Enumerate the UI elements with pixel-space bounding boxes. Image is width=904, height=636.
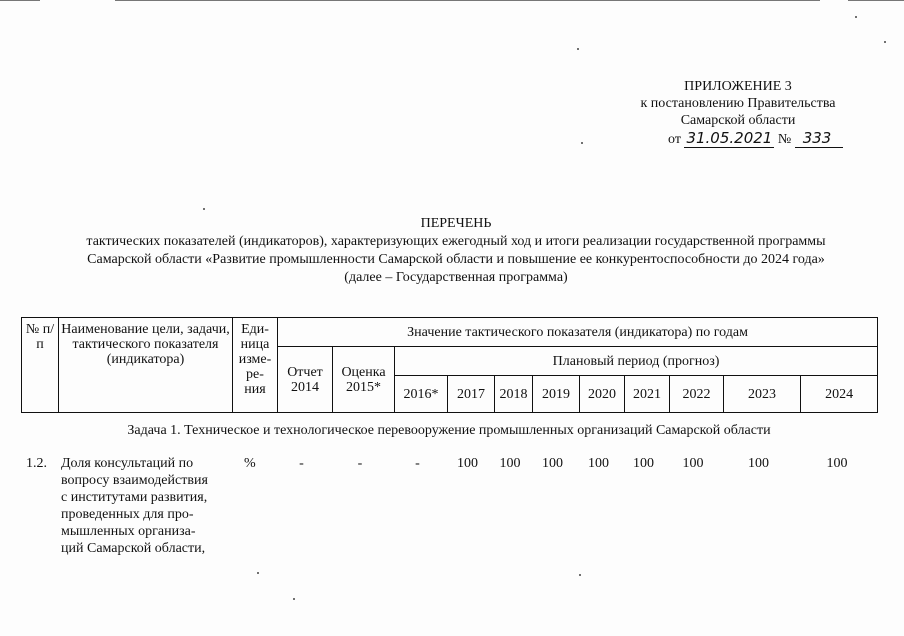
col-header-report-2014: Отчет 2014 — [278, 347, 333, 413]
year-header: 2016* — [395, 376, 448, 413]
value-2017: 100 — [457, 456, 478, 471]
col-header-number: № п/п — [22, 318, 59, 413]
year-header: 2018 — [495, 376, 533, 413]
unit-header-part: изме- — [238, 352, 272, 367]
col-header-estimate-2015: Оценка 2015* — [333, 347, 395, 413]
scan-edge-line — [115, 0, 820, 1]
number-prefix: № — [777, 132, 792, 147]
heading-line-3: (далее – Государственная программа) — [344, 270, 568, 285]
indicator-name-line: проведенных для про- — [61, 507, 194, 522]
unit-header-part: ния — [244, 382, 266, 397]
indicator-name — [61, 455, 226, 557]
value-2016: - — [415, 456, 420, 471]
value-2021: 100 — [633, 456, 654, 471]
indicator-name-line: Доля консультаций по — [61, 456, 194, 471]
row-number: 1.2. — [26, 456, 47, 471]
scan-speck — [581, 142, 583, 144]
appendix-line-2: Самарской области — [680, 113, 796, 128]
year-header: 2021 — [625, 376, 670, 413]
unit-value: % — [244, 456, 256, 471]
year-header: 2019 — [533, 376, 580, 413]
plan-period-header: Плановый период (прогноз) — [395, 347, 878, 376]
scan-speck — [203, 208, 205, 210]
heading-line-1: тактических показателей (индикаторов), характеризующих ежегодный ход и итоги реализации государственной программы — [86, 234, 826, 249]
unit-header-part: ре- — [246, 367, 264, 382]
scan-edge-line — [848, 0, 904, 1]
appendix-block — [600, 78, 876, 148]
unit-header-part: ница — [240, 337, 270, 352]
unit-header-part: Еди- — [241, 322, 269, 337]
value-2018: 100 — [499, 456, 521, 471]
col-header-name: Наименование цели, задачи, тактического показателя (индикатора) — [59, 318, 233, 413]
indicators-table-header — [21, 317, 878, 413]
scan-speck — [577, 48, 579, 50]
value-2019: 100 — [542, 456, 563, 471]
indicator-name-line: с институтами развития, — [61, 490, 208, 505]
document-heading — [20, 215, 892, 287]
value-2015: - — [357, 456, 363, 471]
col-header-unit — [233, 318, 278, 413]
year-header: 2017 — [448, 376, 495, 413]
scan-speck — [855, 16, 857, 18]
date-prefix: от — [668, 132, 681, 147]
appendix-line-1: к постановлению Правительства — [640, 96, 836, 111]
value-2020: 100 — [588, 456, 609, 471]
year-header: 2024 — [801, 376, 878, 413]
value-2014: - — [299, 456, 304, 471]
scan-speck — [579, 574, 581, 576]
scan-speck — [257, 572, 259, 574]
indicator-name-line: мышленных организа- — [61, 524, 196, 539]
indicator-name-line: вопросу взаимодействия — [61, 473, 208, 488]
year-header: 2023 — [724, 376, 801, 413]
appendix-title: ПРИЛОЖЕНИЕ 3 — [684, 79, 792, 94]
document-title: ПЕРЕЧЕНЬ — [420, 216, 492, 231]
heading-line-2: Самарской области «Развитие промышленности Самарской области и повышение ее конкурентоспособности до 2024 года» — [87, 252, 825, 267]
scan-speck — [293, 598, 295, 600]
appendix-dateline — [600, 130, 876, 148]
task-heading: Задача 1. Техническое и технологическое перевооружение промышленных организаций Самарской области — [127, 423, 771, 438]
handwritten-number: 333 — [795, 129, 844, 148]
value-2024: 100 — [826, 456, 848, 471]
handwritten-date: 31.05.2021 — [686, 129, 773, 147]
value-2023: 100 — [748, 456, 769, 471]
values-by-year-header: Значение тактического показателя (индикатора) по годам — [278, 318, 878, 347]
year-header: 2022 — [670, 376, 724, 413]
scan-speck — [884, 41, 886, 43]
indicator-name-line: ций Самарской области, — [61, 541, 206, 556]
scan-edge-line — [0, 0, 40, 1]
value-2022: 100 — [682, 456, 704, 471]
year-header: 2020 — [580, 376, 625, 413]
